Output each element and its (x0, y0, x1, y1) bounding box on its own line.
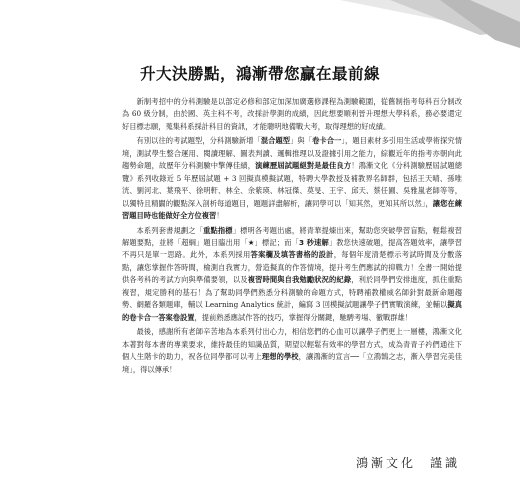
paragraph-text: 新制考招中的分科測驗是以部定必修和部定加深加廣選修課程為測驗範圍，從舊制指考每科百分制改為 60 級分制，由於國、英主科不考，改採計學測的成績，因此想要順利晉升理想大學科系，務必要還定好目標志願，蒐集科系採計科目的資訊，才能聰明地備戰大考，取得理想的好成績。 (122, 97, 462, 131)
paragraph-text: 」與「 (290, 136, 313, 146)
paragraph-text: 有別以往的考試題型，分科測驗新增「 (136, 136, 261, 146)
paragraph (122, 225, 462, 325)
signature-role: 謹識 (429, 456, 460, 470)
paragraph-text: ，讓鴻漸的宣言──「立鴻鵠之志，漸入學習完美佳境」，得以傳承！ (122, 352, 462, 374)
emphasized-text: 混合題型 (260, 136, 291, 146)
signature-name: 鴻漸文化 (355, 456, 416, 470)
emphasized-text: 複習時間與自我勉勵狀況的紀錄 (247, 275, 352, 285)
signature (356, 454, 460, 471)
paragraph-text: ，每個年度清楚標示考試時間及分數落點，讓您掌握作答時間，檢測自我實力，營造擬真的作答情境，提升考生們應試的抑戰力！全書一開始提供各考科的考試方向與準備要領，以及 (122, 250, 462, 285)
paragraph-text: 」教您快速破題，提高答題效率，讓學習不再只是單一思路。此外，本系列採用 (122, 237, 462, 260)
emphasized-text: 答案欄及填答書格的設計 (250, 250, 334, 260)
paragraph-text: ！鴻漸文化《分科測驗歷屆試題總覽》系列收錄近 5 年歷屆試題 + 3 回擬真模擬試題，特聘大學教授及補教界名師群，包括王天晴、孫唯洸、劉河北、葉飛平、徐明軒、林全、余紫瑛、林冠傑、莫旻、王宇、邱天、蔡任圃、吳雅嵐老師等等，以獨特且精闢的觀點深入剖析每道題目，題題詳盡解析，讓同學可以「知其然，更知其所以然」， (122, 161, 462, 208)
emphasized-text: 理想的學校 (261, 352, 299, 362)
paragraph (122, 135, 462, 222)
page-title: 升大決勝點，鴻漸帶您贏在最前線 (139, 65, 380, 83)
paragraph-text: 」，題目素材多引用生活或學術探究情境，測試學生整合運用、閱讀理解、圖表判讀、邏輯推理以及證據引用之能力，綜觀近年的指考亦朝向此趨勢命題，故歷年分科測驗中擎傳佳績， (122, 136, 462, 171)
paragraph-text: 」標記；而「 (254, 237, 299, 247)
paragraph-text: ！ (216, 211, 224, 221)
paragraph-text: ，利於同學們安排進度，抓住重點複習，規定勝利的基石！為了幫助同學們熟悉分科測驗的命題方式，特聘補教權威名師針對最新命題趨勢、網羅各類題庫，輔以 Learning Analytics 統計，編寫 3 回模擬試題讓學子們實戰演練，並輔以 (122, 275, 462, 310)
emphasized-text: 演練歷屆試題絕對是最佳良方 (255, 161, 352, 171)
paragraph-text: 最後，感謝所有老師辛苦地為本系列付出心力，相信您們的心血可以讓學子們更上一層樓，鴻漸文化本著對每本書的專業要求，維持最佳的知識品質，期望以輕鬆有效率的學習方式，成為青青子衿們通往下個人生階卡的助力，祝各位同學都可以考上 (122, 327, 462, 362)
preface-body (122, 96, 462, 378)
emphasized-text: 擬真的卷卡合一答案卷設置 (122, 300, 462, 322)
paragraph (122, 96, 462, 133)
paragraph-text: 」標明各考題出處，將青華提煉出來，幫助您突破學習盲點，輕鬆複習解題要點，並將「超綱」題目臨出用「 (122, 225, 462, 247)
emphasized-text: 3 秒速解 (298, 237, 329, 247)
corner-decoration (320, 0, 520, 60)
paragraph-text: 本系列套書規劃之「 (136, 225, 204, 235)
emphasized-text: ★ (247, 237, 255, 247)
paragraph-text: ，提前熟悉應試作答的技巧，掌握得分關鍵，馳騁考場、徹戰群雄！ (194, 312, 413, 322)
paragraph (122, 326, 462, 376)
emphasized-text: 讓您在練習題目時也能做好全方位複習 (122, 198, 462, 221)
emphasized-text: 卷卡合一 (312, 136, 342, 146)
emphasized-text: 重點指標 (203, 225, 233, 235)
